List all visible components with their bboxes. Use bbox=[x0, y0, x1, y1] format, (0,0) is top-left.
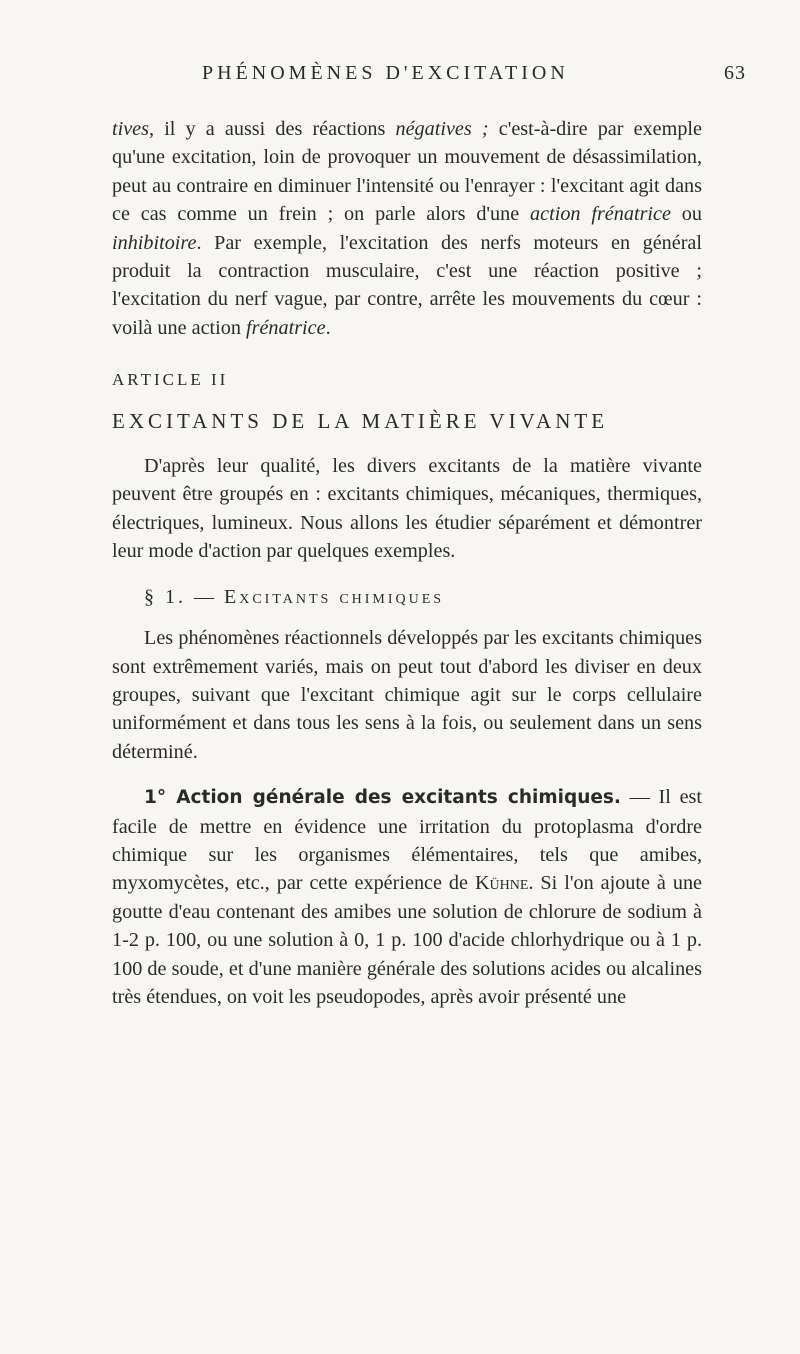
text-fragment: . Si l'on ajoute à une goutte d'eau contenant des amibes une solution de chlorure de sodium à 1-2 p. 100, ou une solution à 0, 1 p. 100 d'acide chlorhydrique ou à 1 p. 100 de soude, et d'une manière générale des solutions acides ou alcalines très étendues, on voit les pseudopodes, après avoir présenté une bbox=[112, 872, 703, 1008]
author-name: Kühne bbox=[474, 872, 529, 895]
section-dash: — bbox=[194, 585, 216, 608]
text-fragment: . bbox=[325, 316, 331, 339]
text-fragment: ou bbox=[670, 203, 702, 226]
section-number: § 1. bbox=[144, 585, 186, 608]
paragraph-excitants: D'après leur qualité, les divers excitants de la matière vivante peuvent être groupés en : excitants chimiques, mécaniques, thermiques, électriques, lumineux. Nous allons les étudier séparément et démontrer leur mode d'action par quelques exemples. bbox=[112, 455, 702, 563]
section-heading bbox=[112, 583, 702, 611]
italic-fragment: inhibitoire bbox=[112, 231, 197, 254]
article-label: ARTICLE II bbox=[112, 370, 229, 390]
text-fragment: , il y a aussi des réactions bbox=[149, 118, 396, 140]
section-title: Excitants chimiques bbox=[224, 585, 445, 608]
italic-fragment: négatives ; bbox=[395, 118, 489, 140]
paragraph-reactions bbox=[112, 115, 702, 342]
italic-fragment: tives bbox=[112, 118, 149, 140]
running-head-title: PHÉNOMÈNES D'EXCITATION bbox=[202, 62, 569, 84]
paragraph-chemical: Les phénomènes réactionnels développés par les excitants chimiques sont extrêmement variés, mais on peut tout d'abord les diviser en deux groupes, suivant que l'excitant chimique agit sur le corps cellulaire uniformément et dans tous les sens à la fois, ou seulement dans un sens déterminé. bbox=[112, 627, 702, 763]
article-title: EXCITANTS DE LA MATIÈRE VIVANTE bbox=[112, 408, 609, 433]
body-text bbox=[112, 115, 702, 1011]
page-number: 63 bbox=[724, 62, 746, 84]
subsection-label: 1° Action générale des excitants chimiques. bbox=[144, 787, 621, 809]
text-fragment: — Il est facile de mettre en évidence une irritation du protoplasma d'ordre chimique sur les organismes élémentaires, tels que amibes, myxomycètes, etc., par cette expérience de bbox=[112, 786, 702, 895]
italic-fragment: action frénatrice bbox=[530, 203, 671, 226]
italic-fragment: frénatrice bbox=[245, 316, 326, 339]
paragraph-general-action bbox=[112, 783, 702, 1011]
running-head bbox=[0, 62, 800, 102]
text-fragment: . Par exemple, l'excitation des nerfs moteurs en général produit la contraction musculaire, c'est une réaction positive ; l'excitation du nerf vague, par contre, arrête les mouvements du cœur : voilà une action bbox=[112, 231, 702, 339]
text-fragment: c'est-à-dire par exemple qu'une excitation, loin de provoquer un mouvement de désassimilation, peut au contraire en diminuer l'intensité ou l'enrayer : l'excitant agit dans ce cas comme un frein ; on parle alors d'une bbox=[112, 118, 702, 226]
